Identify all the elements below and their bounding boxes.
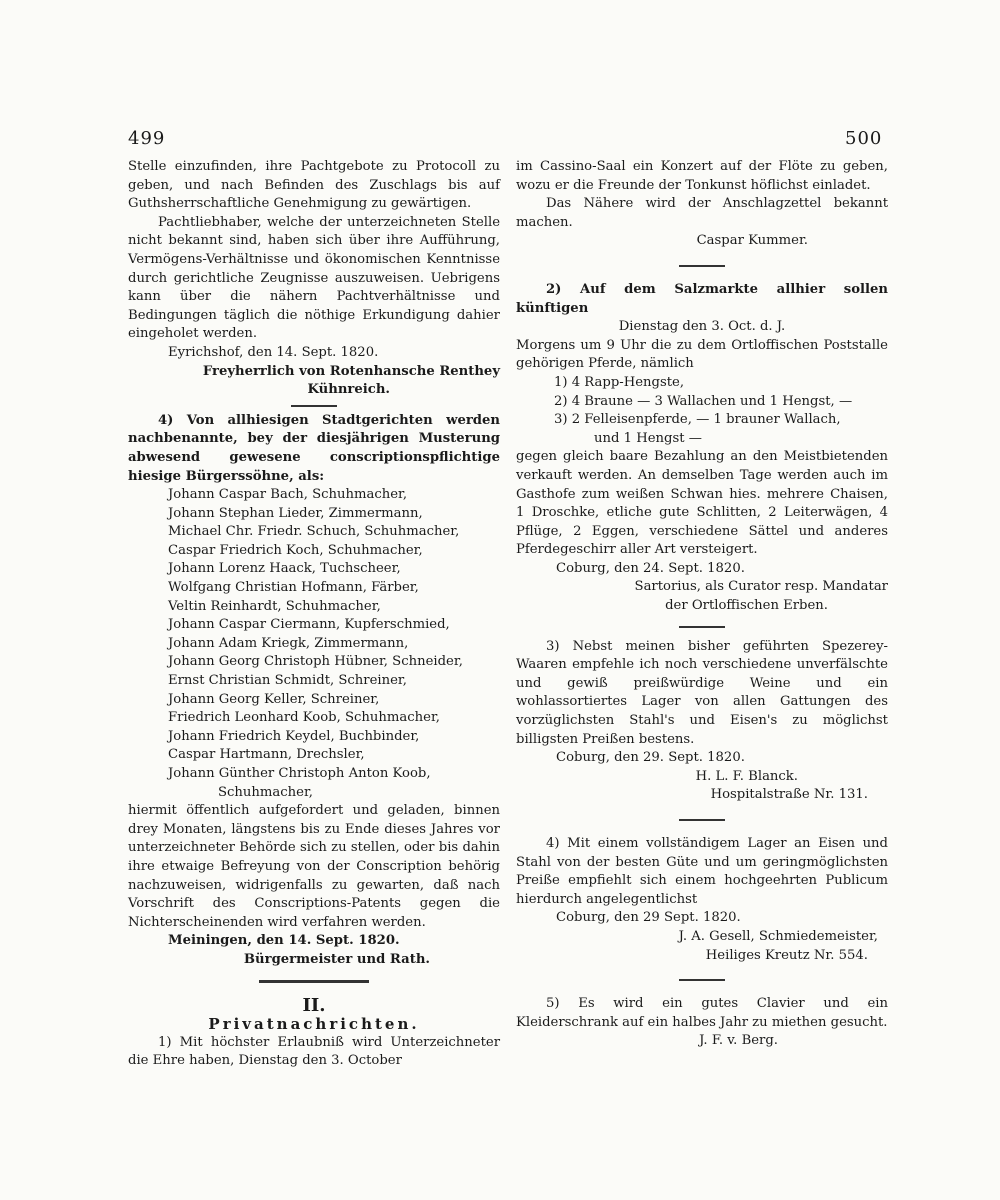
auction-notice-intro: 2) Auf dem Salzmarkte allhier sollen künftigen — [516, 281, 888, 316]
lease-conditions-paragraph: Pachtliebhaber, welche der unterzeichneten Stelle nicht bekannt sind, haben sich über ihre Aufführung, Vermögens-Verhältnisse und ökonomischen Kenntnisse durch gerichtliche Zeugnisse auszuweisen. Uebrigens kann über die nähern Pachtverhältnisse und Bedingungen täglich die nöthige Erkundigung dahier eingeholet werden. — [128, 214, 500, 342]
section-title: Privatnachrichten. — [208, 1015, 420, 1034]
conscript-name-list — [128, 486, 500, 802]
iron-signature-address: Heiliges Kreutz Nr. 554. — [705, 947, 868, 963]
list-item: Johann Stephan Lieder, Zimmermann, — [168, 505, 423, 521]
list-item: Johann Caspar Bach, Schuhmacher, — [168, 487, 408, 503]
list-item: Johann Lorenz Haack, Tuchscheer, — [168, 561, 401, 577]
concert-notice-continuation: im Cassino-Saal ein Konzert auf der Flöte zu geben, wozu er die Freunde der Tonkunst höflichst einladet. — [516, 159, 888, 193]
separator-rule — [679, 265, 725, 267]
conscription-notice-intro: 4) Von allhiesigen Stadtgerichten werden nachbenannte, bey der diesjährigen Musterung abwesend gewesene conscriptionspflichtige hiesige Bürgerssöhne, als: — [128, 412, 500, 484]
auction-place-date: Coburg, den 24. Sept. 1820. — [556, 560, 745, 576]
lease-signature-authority: Freyherrlich von Rotenhansche Renthey — [202, 363, 500, 379]
grocery-signature-address: Hospitalstraße Nr. 131. — [710, 787, 868, 803]
section-numeral: II. — [302, 994, 326, 1016]
list-item-continuation: und 1 Hengst — — [594, 430, 702, 446]
lease-signature-name: Kühnreich. — [307, 382, 390, 398]
conscription-signature: Bürgermeister und Rath. — [243, 951, 430, 967]
list-item: Johann Georg Christoph Hübner, Schneider, — [168, 654, 463, 670]
list-item: Caspar Hartmann, Drechsler, — [168, 747, 365, 763]
conscription-place-date: Meiningen, den 14. Sept. 1820. — [168, 933, 400, 949]
page-number-right: 500 — [845, 128, 883, 149]
piano-wardrobe-notice: 5) Es wird ein gutes Clavier und ein Kleiderschrank auf ein halbes Jahr zu miethen gesucht. — [516, 996, 888, 1030]
conscription-notice-body: hiermit öffentlich aufgefordert und geladen, binnen drey Monaten, längstens bis zu Ende dieses Jahres vor unterzeichneter Behörde sich zu stellen, oder bis dahin ihre etwaige Befreyung von der Conscription behörig nachzuweisen, widrigenfalls zu gewarten, daß nach Vorschrift des Conscriptions-Patents gegen die Nichterscheinenden wird verfahren werden. — [128, 803, 500, 930]
list-item: 2) 4 Braune — 3 Wallachen und 1 Hengst, — — [554, 393, 853, 409]
list-item: Johann Caspar Ciermann, Kupferschmied, — [168, 617, 450, 633]
separator-rule — [291, 405, 337, 407]
lease-notice-paragraph: Stelle einzufinden, ihre Pachtgebote zu Protocoll zu geben, und nach Befinden des Zuschlags bis auf Guthsherrschaftliche Genehmigung zu gewärtigen. — [128, 159, 500, 212]
left-column — [128, 158, 500, 1071]
auction-date: Dienstag den 3. Oct. d. J. — [618, 319, 786, 335]
horse-list — [516, 374, 888, 448]
list-item: Friedrich Leonhard Koob, Schuhmacher, — [168, 710, 440, 726]
list-item: Johann Georg Keller, Schreiner, — [168, 691, 380, 707]
list-item: Johann Adam Kriegk, Zimmermann, — [168, 635, 409, 651]
piano-signature: J. F. v. Berg. — [699, 1033, 778, 1049]
list-item: Wolfgang Christian Hofmann, Färber, — [168, 580, 419, 596]
list-item: Caspar Friedrich Koch, Schuhmacher, — [168, 542, 423, 558]
auction-notice-body: Morgens um 9 Uhr die zu dem Ortloffischen Poststalle gehörigen Pferde, nämlich — [516, 337, 888, 372]
list-item: Veltin Reinhardt, Schuhmacher, — [168, 598, 381, 614]
iron-place-date: Coburg, den 29 Sept. 1820. — [556, 910, 741, 926]
iron-signature-name: J. A. Gesell, Schmiedemeister, — [678, 928, 878, 944]
list-item-continuation: Schuhmacher, — [218, 784, 313, 800]
separator-rule — [679, 979, 725, 981]
separator-rule — [679, 626, 725, 628]
list-item: Ernst Christian Schmidt, Schreiner, — [168, 673, 407, 689]
concert-notice-details: Das Nähere wird der Anschlagzettel bekannt machen. — [516, 196, 888, 230]
list-item: 3) 2 Felleisenpferde, — 1 brauner Wallach, — [554, 412, 841, 428]
right-column — [516, 158, 888, 1051]
grocery-signature-name: H. L. F. Blanck. — [695, 768, 798, 784]
grocery-wine-notice: 3) Nebst meinen bisher geführten Spezerey-Waaren empfehle ich noch verschiedene unverfälschte und gewiß preißwürdige Weine und ein wohlassortiertes Lager von allen Gattungen des vorzüglichsten Stahl's und Eisen's zu möglichst billigsten Preißen bestens. — [516, 638, 888, 747]
separator-rule — [679, 819, 725, 821]
auction-signature-heirs: der Ortloffischen Erben. — [665, 598, 828, 614]
grocery-place-date: Coburg, den 29. Sept. 1820. — [556, 750, 745, 766]
concert-signature: Caspar Kummer. — [696, 233, 808, 249]
iron-steel-notice: 4) Mit einem vollständigem Lager an Eisen und Stahl von der besten Güte und um geringmöglichsten Preiße empfiehlt sich einem hochgeehrten Publicum hierdurch angelegentlichst — [516, 836, 888, 907]
section-rule — [259, 980, 369, 983]
list-item: 1) 4 Rapp-Hengste, — [554, 374, 685, 390]
list-item: Michael Chr. Friedr. Schuch, Schuhmacher, — [168, 524, 460, 540]
concert-notice-start: 1) Mit höchster Erlaubniß wird Unterzeichneter die Ehre haben, Dienstag den 3. October — [128, 1034, 500, 1069]
lease-place-date: Eyrichshof, den 14. Sept. 1820. — [168, 344, 379, 360]
list-item: Johann Günther Christoph Anton Koob, — [168, 766, 431, 781]
auction-notice-terms: gegen gleich baare Bezahlung an den Meistbietenden verkauft werden. An demselben Tage werden auch im Gasthofe zum weißen Schwan hies. mehrere Chaisen, 1 Droschke, etliche gute Schlitten, 2 Leiterwägen, 4 Pflüge, 2 Eggen, verschiedene Sättel und anderes Pferdegeschirr aller Art versteigert. — [516, 449, 888, 558]
auction-signature-curator: Sartorius, als Curator resp. Mandatar — [634, 579, 888, 595]
list-item: Johann Friedrich Keydel, Buchbinder, — [168, 728, 420, 744]
page-number-left: 499 — [128, 128, 166, 149]
